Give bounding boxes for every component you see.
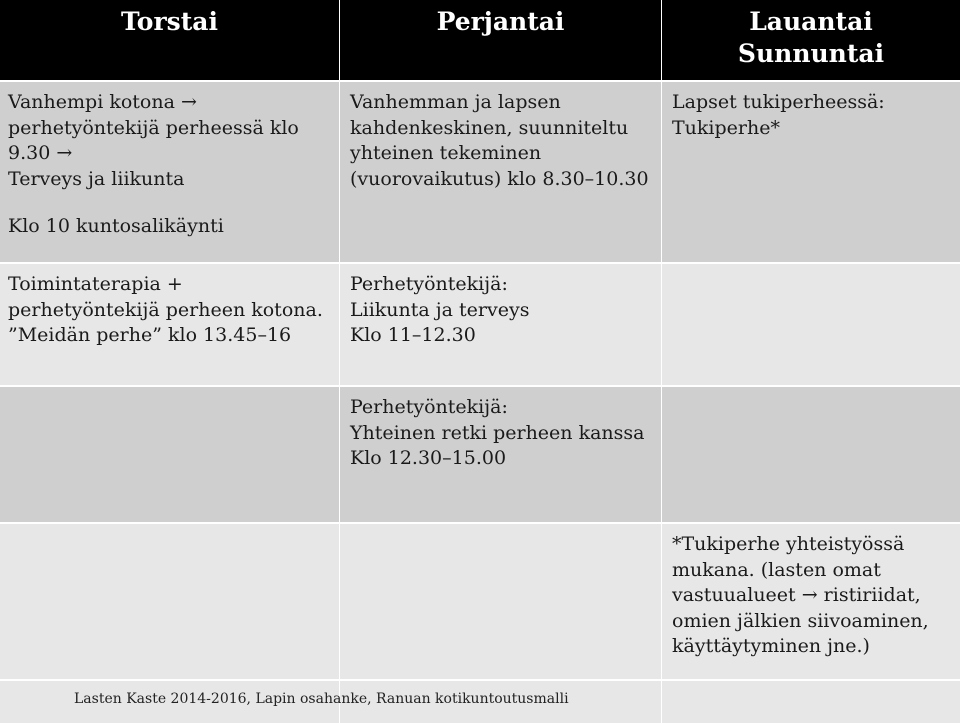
cell-thursday-afternoon — [0, 264, 339, 385]
cell-thursday-morning — [0, 82, 339, 262]
header-thursday — [0, 0, 339, 80]
cell-text: Perhetyöntekijä: — [350, 273, 508, 295]
cell-text: perhetyöntekijä perheen kotona. — [8, 298, 323, 321]
cell-weekend-note — [662, 524, 960, 679]
cell-text: Perhetyöntekijä: — [350, 396, 508, 418]
cell-friday-midday — [340, 264, 661, 385]
cell-text: Liikunta ja terveys — [350, 298, 530, 321]
cell-text: Vanhempi kotona → — [8, 91, 197, 113]
footer-text: Lasten Kaste 2014-2016, Lapin osahanke, Ranuan kotikuntoutusmalli — [74, 691, 569, 707]
cell-text: Toimintaterapia + — [8, 273, 183, 295]
cell-text: Tukiperhe* — [672, 116, 780, 139]
cell-text: Terveys ja liikunta — [8, 167, 185, 190]
cell-text: Yhteinen retki perheen kanssa — [350, 421, 645, 444]
header-sunday-label: Sunnuntai — [737, 39, 885, 68]
cell-text: Klo 10 kuntosalikäynti — [8, 215, 224, 237]
cell-text: Vanhemman ja lapsen — [350, 91, 561, 113]
cell-weekend-support-family — [662, 82, 960, 262]
header-thursday-label: Torstai — [121, 7, 218, 36]
cell-thursday-empty — [0, 387, 339, 522]
cell-weekend-empty — [662, 387, 960, 522]
cell-friday-morning — [340, 82, 661, 262]
header-friday — [340, 0, 661, 80]
cell-text: (vuorovaikutus) klo 8.30–10.30 — [350, 167, 649, 190]
slide-footer — [0, 683, 960, 722]
cell-text: *Tukiperhe yhteistyössä — [672, 533, 905, 555]
header-weekend — [662, 0, 960, 80]
cell-text: Klo 12.30–15.00 — [350, 447, 507, 469]
cell-text: perhetyöntekijä perheessä klo — [8, 116, 299, 139]
cell-text: mukana. (lasten omat — [672, 558, 881, 581]
header-saturday-label: Lauantai — [749, 7, 873, 36]
cell-friday-afternoon — [340, 387, 661, 522]
cell-thursday-empty — [0, 524, 339, 679]
cell-friday-empty — [340, 524, 661, 679]
cell-text: vastuualueet → ristiriidat, — [672, 584, 921, 606]
cell-text: 9.30 → — [8, 142, 73, 164]
header-friday-label: Perjantai — [436, 7, 565, 36]
cell-text: Klo 11–12.30 — [350, 324, 476, 346]
cell-text: kahdenkeskinen, suunniteltu — [350, 116, 629, 139]
cell-text: käyttäytyminen jne.) — [672, 635, 870, 657]
cell-text: yhteinen tekeminen — [350, 142, 542, 164]
cell-text: omien jälkien siivoaminen, — [672, 609, 929, 632]
cell-weekend-empty — [662, 264, 960, 385]
cell-text: Lapset tukiperheessä: — [672, 91, 885, 113]
cell-text: ”Meidän perhe” klo 13.45–16 — [8, 324, 292, 346]
